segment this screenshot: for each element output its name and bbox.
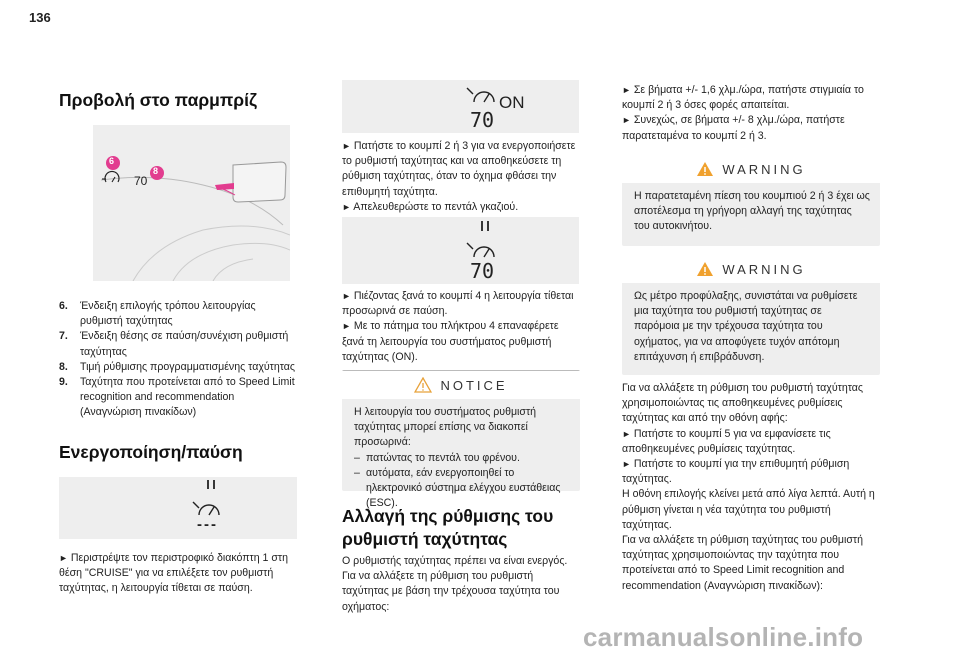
pause-icon [208,480,214,489]
speed-value: --- [197,516,218,533]
warning-title: WARNING [722,161,806,177]
cruise-icon [102,171,119,182]
info-triangle-icon [414,377,432,393]
activation-text: ► Περιστρέψτε τον περιστροφικό διακόπτη 1 στη θέση "CRUISE" για να επιλέξετε τον ρυθμιστή ταχύτητας, η λειτουργία τίθεται σε παύση. [59,552,289,595]
speed-value: 70 [470,259,495,283]
notice-box [342,370,580,510]
display-on [342,80,579,133]
notice-body: Η λειτουργία του συστήματος ρυθμιστή ταχύτητας μπορεί επίσης να διακοπεί προσωρινά: – πατώντας το πεντάλ του φρένου. – αυτόματα, εάν ενεργοποιηθεί το ηλεκτρονικό σύστημα ελέγχου ευστάθειας (ESC). [354,406,561,510]
callout-list [59,299,297,421]
heading-hud: Προβολή στο παρμπρίζ [59,90,258,110]
callout-6-label: 6 [109,156,115,166]
change-setting-text: Ο ρυθμιστής ταχύτητας πρέπει να είναι ενεργός. Για να αλλάξετε τη ρύθμιση του ρυθμιστή ταχύτητας με βάση την τρέχουσα ταχύτητα του οχήματος: [342,555,568,613]
warning-box [622,255,880,375]
warning-triangle-icon [696,261,714,277]
page-number: 136 [29,10,51,25]
list-item: 8. Τιμή ρύθμισης προγραμματισμένης ταχύτητας [59,360,296,373]
warning-header [622,155,880,183]
display-pause [342,217,579,284]
notice-header [342,371,580,399]
list-item: 6. Ένδειξη επιλογής τρόπου λειτουργίας ρυθμιστή ταχύτητας [59,300,256,328]
pause-text: ► Πιέζοντας ξανά το κουμπί 4 η λειτουργία τίθεται προσωρινά σε παύση. ► Με το πάτημα του πλήκτρου 4 επαναφέρετε ξανά τη λειτουργία του συστήματος ρυθμιστή ταχύτητας (ON). [342,290,574,363]
heading-change-setting: Αλλαγή της ρύθμισης του ρυθμιστή ταχύτητας [342,506,554,549]
hud-illustration [93,125,290,281]
step-text: ► Σε βήματα +/- 1,6 χλμ./ώρα, πατήστε στιγμιαία το κουμπί 2 ή 3 όσες φορές απαιτείται. ► Συνεχώς, σε βήματα +/- 8 χλμ./ώρα, πατήστε παρατεταμένα το κουμπί 2 ή 3. [622,84,864,142]
callout-8-label: 8 [153,166,159,176]
list-item: 9. Ταχύτητα που προτείνεται από το Speed Limit recognition and recommendation (Αναγνώριση πινακίδων) [59,376,295,419]
cruise-icon [193,502,219,515]
warning-header [622,255,880,283]
hud-speed: 70 [134,174,148,188]
cruise-icon [467,243,494,257]
warning-triangle-icon [696,161,714,177]
watermark: carmanualsonline.info [583,622,864,652]
on-label: ON [499,93,525,112]
display-paused [59,477,297,539]
speed-value: 70 [470,108,495,132]
warning-box [622,155,880,246]
list-item: 7. Ένδειξη θέσης σε παύση/συνέχιση ρυθμιστή ταχύτητας [59,330,289,358]
cruise-icon [467,88,494,102]
notice-title: NOTICE [440,377,508,393]
pause-icon [482,221,488,231]
warning-body: Ως μέτρο προφύλαξης, συνιστάται να ρυθμίσετε μια ταχύτητα του ρυθμιστή ταχύτητας σε παρόμοια με την τρέχουσα ταχύτητα του οχήματος, για να αποφύγετε τυχόν απότομη επιτάχυνση ή επιβράδυνση. [634,290,858,363]
warning-body: Η παρατεταμένη πίεση του κουμπιού 2 ή 3 έχει ως αποτέλεσμα τη γρήγορη αλλαγή της ταχύτητας του αυτοκινήτου. [634,190,870,233]
heading-activation: Ενεργοποίηση/παύση [59,442,243,462]
touchscreen-text: Για να αλλάξετε τη ρύθμιση του ρυθμιστή ταχύτητας χρησιμοποιώντας τις αποθηκευμένες ρυθμίσεις ταχύτητας και από την οθόνη αφής: ► Πατήστε το κουμπί 5 για να εμφανίσετε τις αποθηκευμένες ρυθμίσεις ταχύτητας. ► Πατήστε το κουμπί για την επιθυμητή ρύθμιση ταχύτητας. Η οθόνη επιλογής κλείνει μετά από λίγα λεπτά. Αυτή η ρύθμιση γίνεται η νέα ταχύτητα του ρυθμιστή ταχύτητας. Για να αλλάξετε τη ρύθμιση ταχύτητας του ρυθμιστή ταχύτητας χρησιμοποιώντας την ταχύτητα που προτείνεται από το Speed Limit recognition and recommendation (Αναγνώριση πινακίδων): [622,382,875,592]
warning-title: WARNING [722,261,806,277]
activate-text: ► Πατήστε το κουμπί 2 ή 3 για να ενεργοποιήσετε το ρυθμιστή ταχύτητας και να αποθηκεύσετε τη ρύθμιση ταχύτητας, όταν το όχημα φθάσει την επιθυμητή ταχύτητα. ► Απελευθερώστε το πεντάλ γκαζιού. [342,140,576,213]
